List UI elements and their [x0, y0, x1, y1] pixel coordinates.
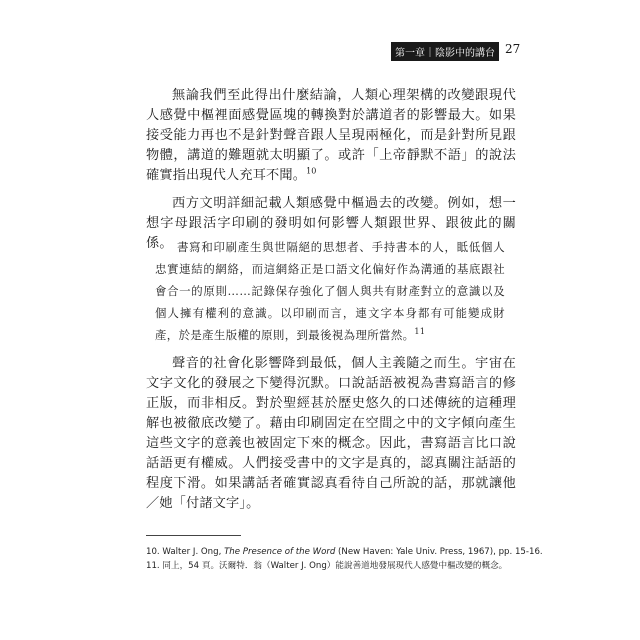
footnotes	[146, 545, 543, 573]
paragraph-2-text: 西方文明詳細記載人類感覺中樞過去的改變。例如，想一想字母跟活字印刷的發明如何影響人類跟世界、跟彼此的關係。	[146, 196, 516, 251]
footnote-ref-11: 11	[414, 327, 426, 337]
paragraph-3-text: 聲音的社會化影響降到最低，個人主義隨之而生。宇宙在文字文化的發展之下變得沉默。口說話語被視為書寫語言的修正版，而非相反。對於聖經甚於歷史悠久的口述傳統的這種理解也被徹底改變了。藉由印刷固定在空間之中的文字傾向產生這些文字的意義也被固定下來的概念。因此，書寫語言比口說話語更有權威。人們接受書中的文字是真的，認真關注話語的程度下滑。如果講話者確實認真看待自己所說的話，那就讓他／她「付諸文字」。	[146, 356, 516, 511]
paragraph-1	[146, 86, 516, 186]
page-number: 27	[505, 42, 521, 56]
chapter-title: 第一章｜陰影中的講台	[391, 42, 499, 61]
footnote-10-title: The Presence of the Word	[224, 547, 336, 557]
body-text-bottom	[146, 354, 516, 514]
block-quote	[155, 236, 505, 346]
paragraph-1-text: 無論我們至此得出什麼結論，人類心理架構的改變跟現代人感覺中樞裡面感覺區塊的轉換對於講道者的影響最大。如果接受能力再也不是針對聲音跟人呈現兩極化，而是針對所見跟物體，講道的難題就太明顯了。或許「上帝靜默不語」的說法確實指出現代人充耳不聞。	[146, 88, 516, 183]
footnote-10-suffix: (New Haven: Yale Univ. Press, 1967), pp. 15-16.	[335, 547, 543, 557]
paragraph-3	[146, 354, 516, 514]
footnote-11: 11. 同上，54 頁。沃爾特．翁（Walter J. Ong）能說善道地發展現代人感覺中樞改變的概念。	[146, 561, 508, 571]
page-header	[0, 40, 640, 60]
block-quote-text: 書寫和印刷產生與世隔絕的思想者、手持書本的人，眡低個人忠實連結的網絡，而這網絡正是口語文化偏好作為溝通的基底跟社會合一的原則……記錄保存強化了個人與共有財產對立的意識以及個人擁有權利的意識。以印刷而言，連文字本身都有可能變成財產，於是產生版權的原則，到最後視為理所當然。	[155, 240, 505, 342]
footnote-ref-10: 10	[306, 166, 317, 176]
footnote-10	[146, 545, 543, 559]
body-text-top	[146, 86, 516, 254]
footnote-divider	[146, 535, 241, 536]
footnote-10-prefix: 10. Walter J. Ong,	[146, 547, 225, 557]
